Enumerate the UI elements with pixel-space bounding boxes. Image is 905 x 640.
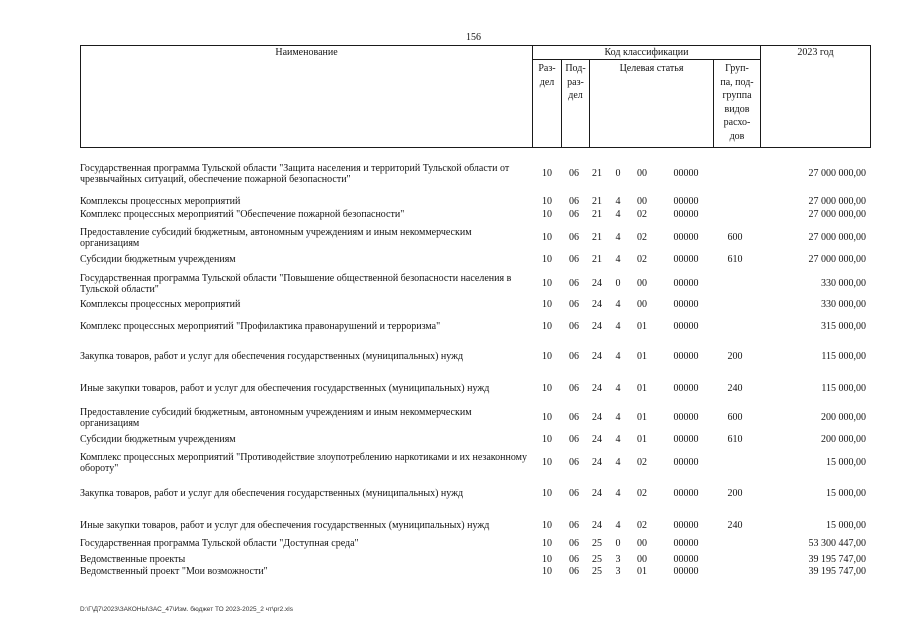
row-ts1: 24 xyxy=(592,321,602,332)
table-row xyxy=(80,566,870,577)
table-row xyxy=(80,449,870,476)
row-group xyxy=(720,299,750,310)
row-razdel: 10 xyxy=(542,232,552,243)
row-razdel: 10 xyxy=(542,209,552,220)
row-ts2: 4 xyxy=(615,254,621,265)
row-ts3: 00 xyxy=(637,554,647,565)
table-row xyxy=(80,554,870,565)
row-group: 610 xyxy=(727,434,743,445)
row-ts1: 25 xyxy=(592,554,602,565)
row-name: Субсидии бюджетным учреждениям xyxy=(80,434,236,445)
row-podrazdel: 06 xyxy=(569,351,579,362)
row-name: Субсидии бюджетным учреждениям xyxy=(80,254,236,265)
row-group: 200 xyxy=(727,351,743,362)
row-ts3: 01 xyxy=(637,434,647,445)
row-ts3: 02 xyxy=(637,457,647,468)
row-podrazdel: 06 xyxy=(569,278,579,289)
row-name: Предоставление субсидий бюджетным, автономным учреждениям и иным некоммерческим организациям xyxy=(80,406,472,429)
row-amount: 115 000,00 xyxy=(821,382,866,394)
row-ts4: 00000 xyxy=(673,554,699,565)
table-row xyxy=(80,485,870,502)
row-ts2: 4 xyxy=(615,382,621,394)
row-podrazdel: 06 xyxy=(569,209,579,220)
row-amount: 200 000,00 xyxy=(821,434,866,445)
row-ts4: 00000 xyxy=(673,196,699,207)
row-podrazdel: 06 xyxy=(569,232,579,243)
row-ts3: 01 xyxy=(637,412,647,423)
row-name: Ведомственный проект "Мои возможности" xyxy=(80,566,268,577)
row-ts2: 4 xyxy=(615,299,621,310)
row-ts2: 4 xyxy=(615,209,621,220)
row-razdel: 10 xyxy=(542,538,552,549)
row-amount: 330 000,00 xyxy=(821,278,866,289)
row-amount: 15 000,00 xyxy=(826,457,866,468)
row-ts3: 00 xyxy=(637,278,647,289)
table-row xyxy=(80,209,870,220)
row-ts3: 00 xyxy=(637,168,647,179)
row-name: Государственная программа Тульской области "Защита населения и территорий Тульской области от чрезвычайных ситуаций, обеспечение пожарной безопасности" xyxy=(80,162,510,185)
row-name: Иные закупки товаров, работ и услуг для обеспечения государственных (муниципальных) нужд xyxy=(80,519,490,531)
row-amount: 15 000,00 xyxy=(826,488,866,499)
header-razdel: Раз- дел xyxy=(533,60,562,148)
row-ts1: 24 xyxy=(592,488,602,499)
row-razdel: 10 xyxy=(542,412,552,423)
row-group: 240 xyxy=(727,382,743,394)
row-group xyxy=(720,270,750,297)
table-row xyxy=(80,224,870,251)
row-podrazdel: 06 xyxy=(569,538,579,549)
row-ts3: 01 xyxy=(637,351,647,362)
row-ts3: 00 xyxy=(637,299,647,310)
table-row xyxy=(80,374,870,402)
row-ts3: 02 xyxy=(637,254,647,265)
row-group xyxy=(720,554,750,565)
header-podrazdel: Под- раз- дел xyxy=(562,60,590,148)
table-row xyxy=(80,159,870,188)
row-name: Комплекс процессных мероприятий "Обеспечение пожарной безопасности" xyxy=(80,209,405,220)
row-ts3: 00 xyxy=(637,538,647,549)
table-row xyxy=(80,318,870,335)
row-podrazdel: 06 xyxy=(569,412,579,423)
row-razdel: 10 xyxy=(542,321,552,332)
row-podrazdel: 06 xyxy=(569,321,579,332)
row-podrazdel: 06 xyxy=(569,168,579,179)
row-razdel: 10 xyxy=(542,434,552,445)
row-name: Государственная программа Тульской области "Повышение общественной безопасности населения в Тульской области" xyxy=(80,272,512,295)
row-podrazdel: 06 xyxy=(569,196,579,207)
row-razdel: 10 xyxy=(542,168,552,179)
row-ts1: 24 xyxy=(592,412,602,423)
row-ts1: 21 xyxy=(592,232,602,243)
header-group: Груп- па, под- группа видов расхо- дов xyxy=(714,60,761,148)
row-ts2: 3 xyxy=(615,566,621,577)
row-ts1: 24 xyxy=(592,457,602,468)
row-podrazdel: 06 xyxy=(569,566,579,577)
row-ts1: 21 xyxy=(592,209,602,220)
row-podrazdel: 06 xyxy=(569,254,579,265)
row-group xyxy=(720,449,750,476)
row-amount: 39 195 747,00 xyxy=(808,566,866,577)
row-ts1: 24 xyxy=(592,278,602,289)
row-ts1: 24 xyxy=(592,351,602,362)
row-amount: 115 000,00 xyxy=(821,351,866,362)
row-group xyxy=(720,538,750,549)
row-podrazdel: 06 xyxy=(569,488,579,499)
row-ts3: 01 xyxy=(637,321,647,332)
row-ts2: 4 xyxy=(615,321,621,332)
row-ts4: 00000 xyxy=(673,457,699,468)
row-group: 600 xyxy=(727,412,743,423)
row-razdel: 10 xyxy=(542,254,552,265)
row-ts2: 4 xyxy=(615,519,621,531)
row-ts1: 21 xyxy=(592,196,602,207)
row-razdel: 10 xyxy=(542,278,552,289)
row-name: Комплекс процессных мероприятий "Профилактика правонарушений и терроризма" xyxy=(80,321,441,332)
row-group xyxy=(720,209,750,220)
table-row xyxy=(80,196,870,207)
row-group xyxy=(720,159,750,188)
table-row xyxy=(80,434,870,445)
page-number: 156 xyxy=(466,32,481,43)
file-path: D:\Г\Д7\2023\ЗАКОНЫ\ЗАС_47\Изм. бюджет ТО 2023-2025_2 чт\pr2.xls xyxy=(80,606,293,613)
row-name: Комплексы процессных мероприятий xyxy=(80,196,241,207)
row-ts2: 4 xyxy=(615,232,621,243)
table-row xyxy=(80,254,870,265)
row-razdel: 10 xyxy=(542,299,552,310)
row-ts4: 00000 xyxy=(673,538,699,549)
header-name: Наименование xyxy=(81,46,533,148)
row-razdel: 10 xyxy=(542,519,552,531)
row-ts4: 00000 xyxy=(673,382,699,394)
row-group xyxy=(720,196,750,207)
row-ts4: 00000 xyxy=(673,299,699,310)
row-ts2: 0 xyxy=(615,538,621,549)
row-ts3: 01 xyxy=(637,566,647,577)
row-ts4: 00000 xyxy=(673,412,699,423)
row-ts4: 00000 xyxy=(673,278,699,289)
row-razdel: 10 xyxy=(542,554,552,565)
row-ts2: 4 xyxy=(615,488,621,499)
table-row xyxy=(80,404,870,431)
row-name: Государственная программа Тульской области "Доступная среда" xyxy=(80,538,359,549)
row-amount: 53 300 447,00 xyxy=(808,538,866,549)
row-amount: 27 000 000,00 xyxy=(808,196,866,207)
row-amount: 27 000 000,00 xyxy=(808,168,866,179)
row-podrazdel: 06 xyxy=(569,519,579,531)
row-group: 610 xyxy=(727,254,743,265)
row-name: Закупка товаров, работ и услуг для обеспечения государственных (муниципальных) нужд xyxy=(80,488,464,499)
row-ts3: 02 xyxy=(637,519,647,531)
row-ts3: 01 xyxy=(637,382,647,394)
row-ts4: 00000 xyxy=(673,434,699,445)
row-ts4: 00000 xyxy=(673,232,699,243)
row-razdel: 10 xyxy=(542,457,552,468)
row-ts1: 24 xyxy=(592,382,602,394)
row-name: Комплекс процессных мероприятий "Противодействие злоупотреблению наркотиками и их незаконному обороту" xyxy=(80,451,527,474)
row-ts4: 00000 xyxy=(673,566,699,577)
table-row xyxy=(80,538,870,549)
row-amount: 27 000 000,00 xyxy=(808,209,866,220)
row-razdel: 10 xyxy=(542,196,552,207)
row-ts4: 00000 xyxy=(673,351,699,362)
row-ts1: 21 xyxy=(592,254,602,265)
row-group: 240 xyxy=(727,519,743,531)
header-code: Код классификации xyxy=(533,46,761,60)
row-amount: 200 000,00 xyxy=(821,412,866,423)
row-ts3: 02 xyxy=(637,209,647,220)
table-row xyxy=(80,348,870,365)
row-ts4: 00000 xyxy=(673,488,699,499)
row-ts1: 24 xyxy=(592,519,602,531)
row-ts3: 02 xyxy=(637,488,647,499)
row-group: 600 xyxy=(727,232,743,243)
row-ts2: 4 xyxy=(615,412,621,423)
row-name: Закупка товаров, работ и услуг для обеспечения государственных (муниципальных) нужд xyxy=(80,351,464,362)
row-podrazdel: 06 xyxy=(569,457,579,468)
row-amount: 39 195 747,00 xyxy=(808,554,866,565)
row-amount: 27 000 000,00 xyxy=(808,232,866,243)
row-ts1: 21 xyxy=(592,168,602,179)
row-amount: 315 000,00 xyxy=(821,321,866,332)
header-target: Целевая статья xyxy=(590,60,714,148)
row-razdel: 10 xyxy=(542,566,552,577)
row-group: 200 xyxy=(727,488,743,499)
row-amount: 330 000,00 xyxy=(821,299,866,310)
row-ts1: 24 xyxy=(592,299,602,310)
row-name: Ведомственные проекты xyxy=(80,554,186,565)
row-ts2: 0 xyxy=(615,168,621,179)
row-podrazdel: 06 xyxy=(569,382,579,394)
row-ts4: 00000 xyxy=(673,254,699,265)
table-row xyxy=(80,299,870,310)
row-name: Предоставление субсидий бюджетным, автономным учреждениям и иным некоммерческим организациям xyxy=(80,226,472,249)
row-ts1: 24 xyxy=(592,434,602,445)
row-ts1: 25 xyxy=(592,566,602,577)
row-podrazdel: 06 xyxy=(569,554,579,565)
row-razdel: 10 xyxy=(542,351,552,362)
row-ts4: 00000 xyxy=(673,209,699,220)
row-ts4: 00000 xyxy=(673,519,699,531)
row-podrazdel: 06 xyxy=(569,434,579,445)
row-amount: 15 000,00 xyxy=(826,519,866,531)
row-ts2: 4 xyxy=(615,351,621,362)
table-row xyxy=(80,270,870,297)
row-razdel: 10 xyxy=(542,488,552,499)
row-ts1: 25 xyxy=(592,538,602,549)
row-ts2: 3 xyxy=(615,554,621,565)
row-ts4: 00000 xyxy=(673,321,699,332)
row-ts2: 4 xyxy=(615,196,621,207)
row-ts2: 4 xyxy=(615,434,621,445)
row-ts3: 00 xyxy=(637,196,647,207)
row-group xyxy=(720,318,750,335)
row-amount: 27 000 000,00 xyxy=(808,254,866,265)
row-name: Иные закупки товаров, работ и услуг для обеспечения государственных (муниципальных) нужд xyxy=(80,382,490,394)
row-ts3: 02 xyxy=(637,232,647,243)
row-group xyxy=(720,566,750,577)
row-ts4: 00000 xyxy=(673,168,699,179)
row-ts2: 4 xyxy=(615,457,621,468)
header-year: 2023 год xyxy=(761,46,871,148)
row-podrazdel: 06 xyxy=(569,299,579,310)
row-ts2: 0 xyxy=(615,278,621,289)
row-name: Комплексы процессных мероприятий xyxy=(80,299,241,310)
table-row xyxy=(80,511,870,539)
row-razdel: 10 xyxy=(542,382,552,394)
